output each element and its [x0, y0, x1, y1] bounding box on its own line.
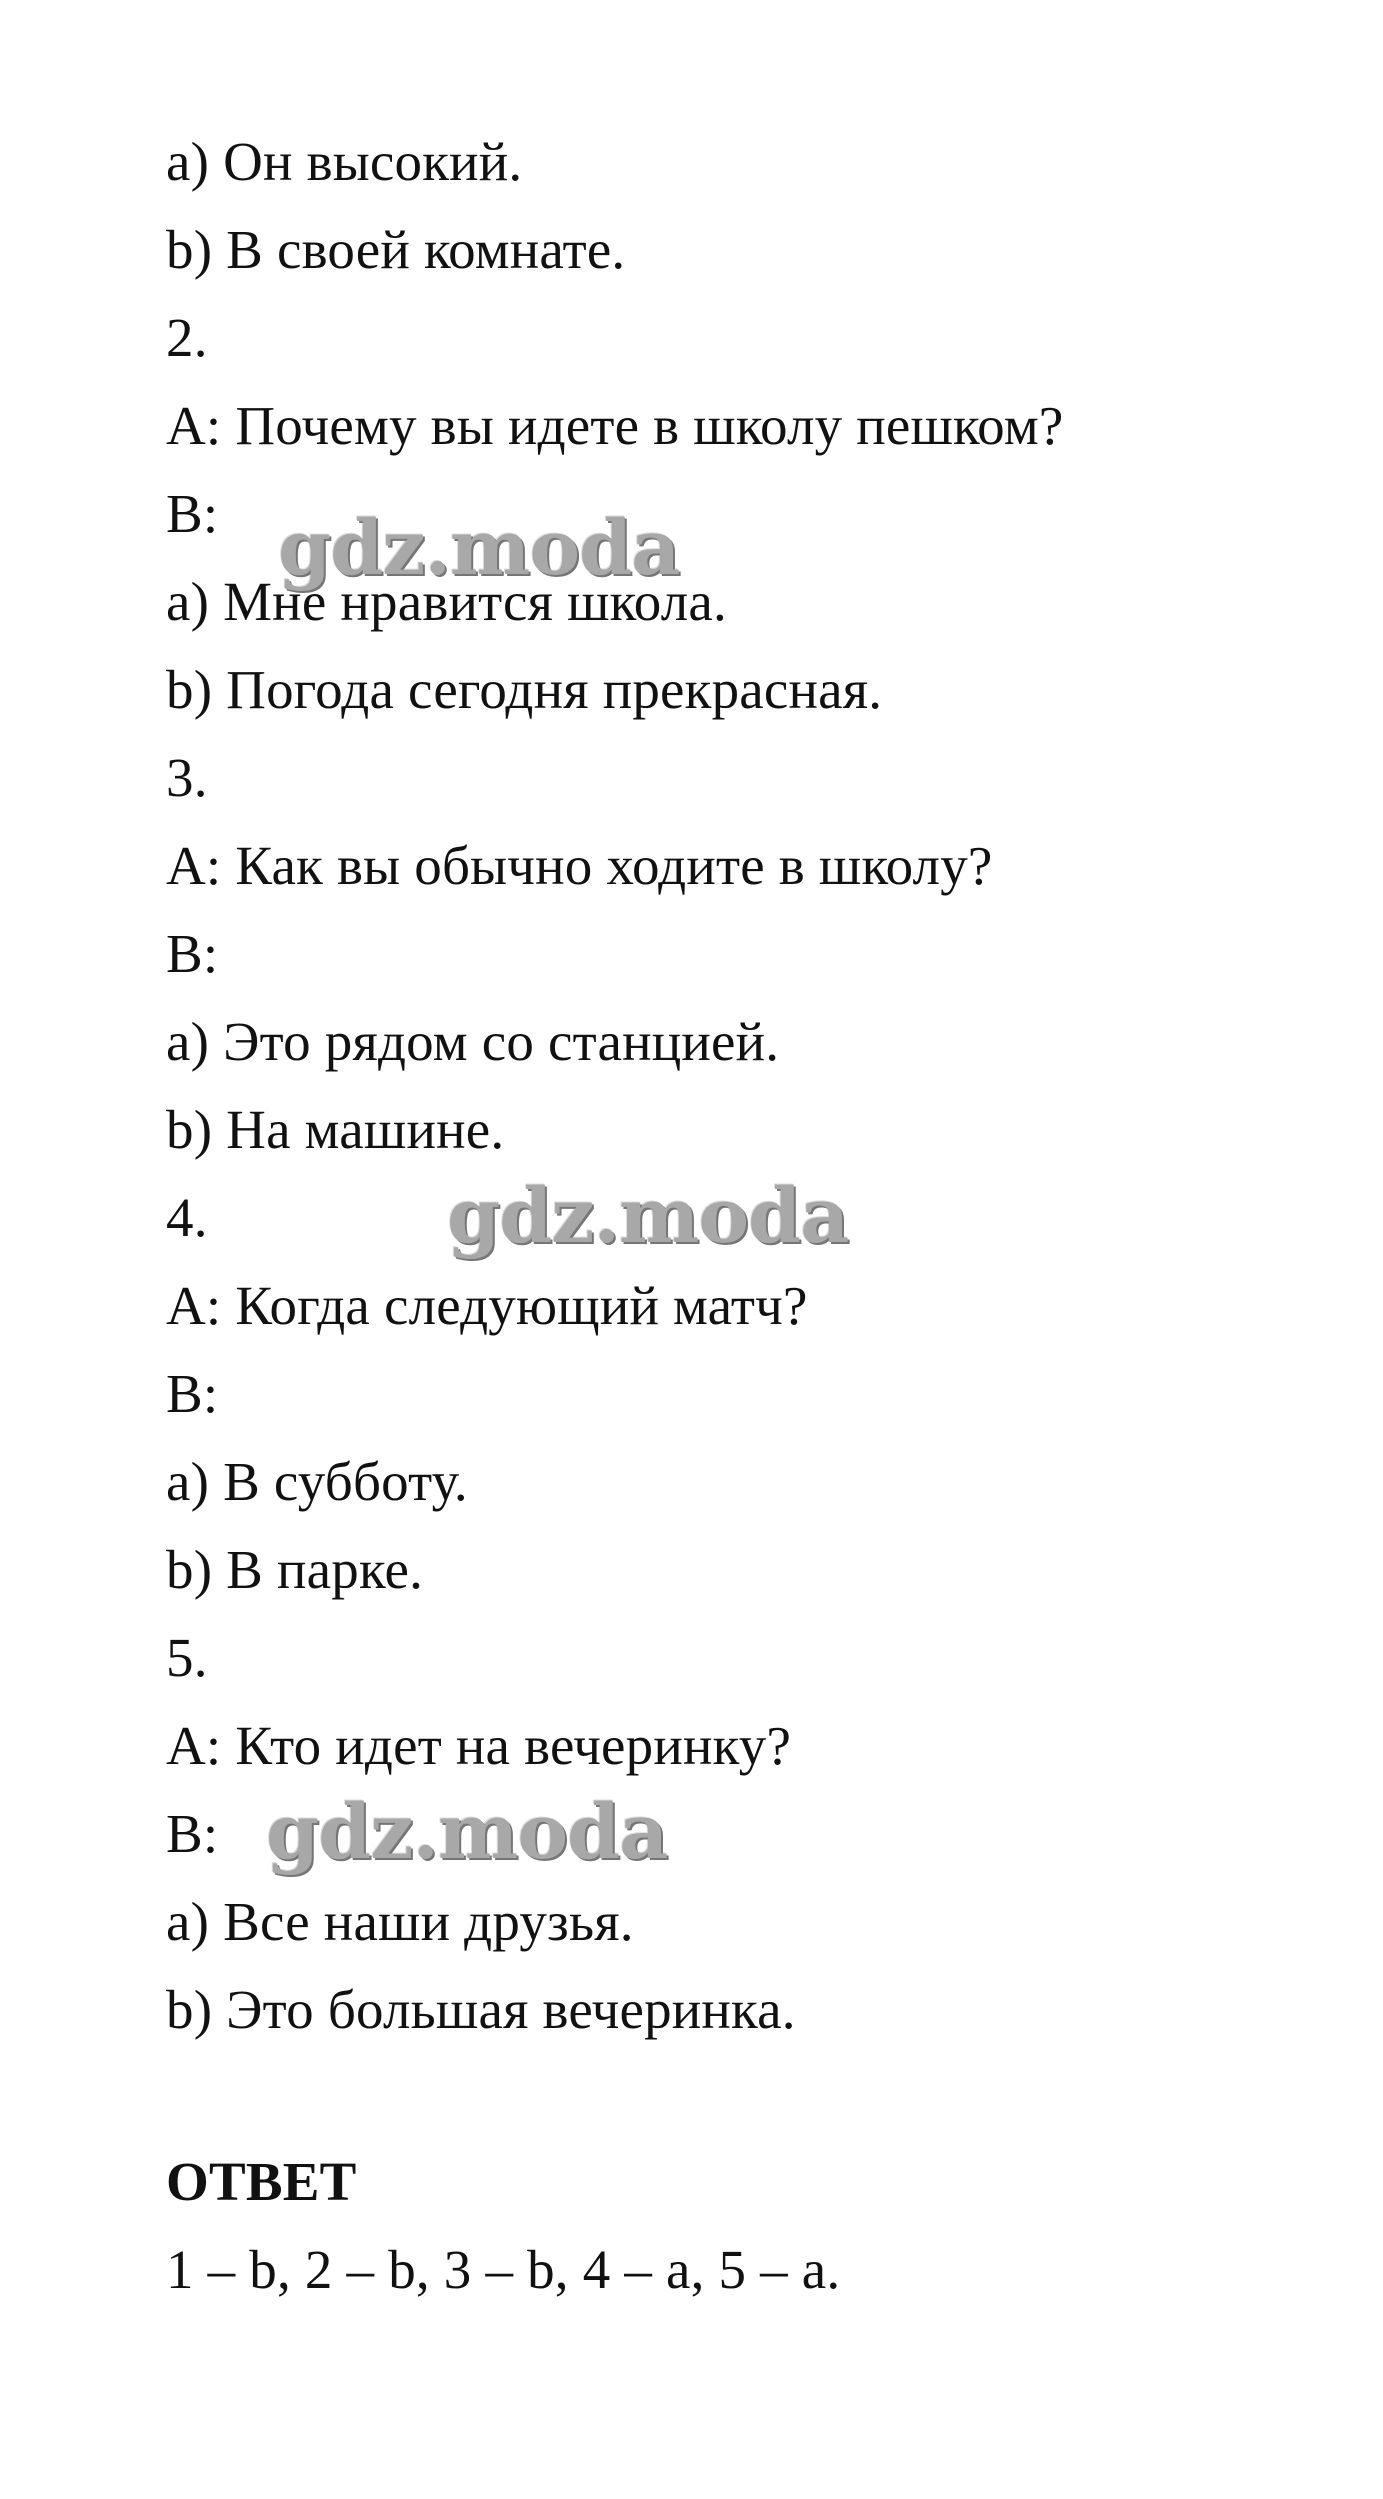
option-a-line: a) Мне нравится школа. — [166, 571, 727, 632]
speaker-b-line: B: — [166, 1803, 219, 1864]
watermark-logo: gdz.moda — [447, 1171, 849, 1260]
option-a-line: a) Все наши друзья. — [166, 1891, 634, 1952]
option-b-line: b) Это большая вечеринка. — [166, 1979, 796, 2040]
question-number: 5. — [166, 1627, 208, 1688]
option-b-line: b) В парке. — [166, 1539, 424, 1600]
speaker-a-line: A: Как вы обычно ходите в школу? — [166, 835, 993, 896]
speaker-a-line: A: Кто идет на вечеринку? — [166, 1715, 792, 1776]
question-number: 4. — [166, 1187, 208, 1248]
speaker-b-line: B: — [166, 1363, 219, 1424]
speaker-a-line: A: Когда следующий матч? — [166, 1275, 808, 1336]
speaker-a-line: A: Почему вы идете в школу пешком? — [166, 395, 1064, 456]
watermark-logo: gdz.moda — [266, 1787, 668, 1876]
option-b-line: b) Погода сегодня прекрасная. — [166, 659, 883, 720]
speaker-b-line: B: — [166, 923, 219, 984]
answer-heading: ОТВЕТ — [166, 2151, 357, 2212]
option-b-line: b) В своей комнате. — [166, 219, 626, 280]
question-number: 2. — [166, 307, 208, 368]
watermark-logo: gdz.moda — [278, 503, 680, 592]
question-number: 3. — [166, 747, 208, 808]
option-b-line: b) На машине. — [166, 1099, 505, 1160]
option-a-line: a) Это рядом со станцией. — [166, 1011, 780, 1072]
option-a-line: a) В субботу. — [166, 1451, 468, 1512]
option-a-line: a) Он высокий. — [166, 131, 523, 192]
speaker-b-line: B: — [166, 483, 219, 544]
answer-text: 1 – b, 2 – b, 3 – b, 4 – a, 5 – a. — [166, 2239, 841, 2300]
